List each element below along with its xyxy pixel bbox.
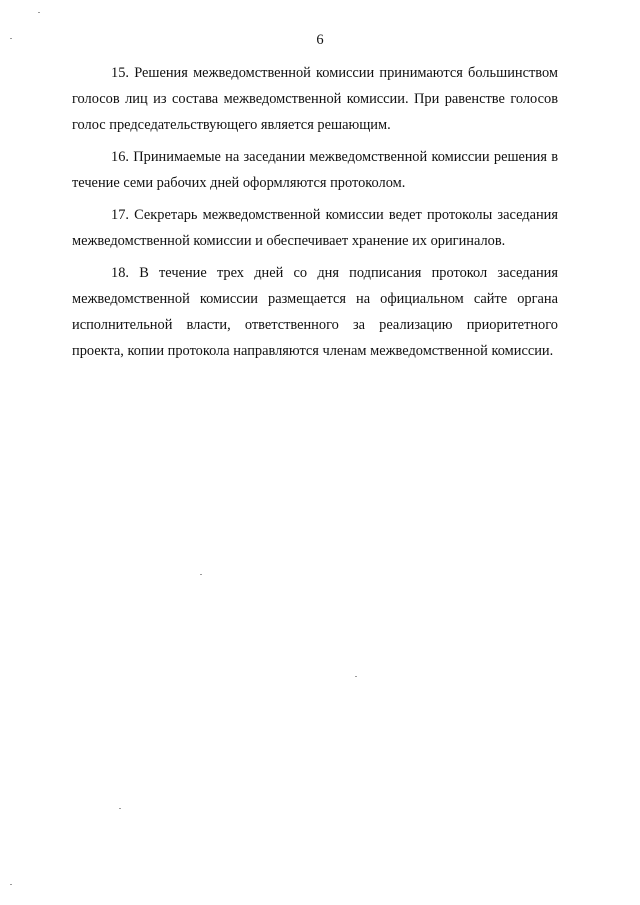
scan-speck (10, 38, 12, 39)
paragraph-16: 16. Принимаемые на заседании межведомственной комиссии решения в течение семи рабочих дней оформляются протоколом. (72, 149, 558, 191)
page-number: 6 (316, 32, 324, 48)
scan-speck (10, 884, 12, 885)
document-body (72, 60, 558, 370)
scan-speck (119, 808, 121, 809)
paragraph-15: 15. Решения межведомственной комиссии принимаются большинством голосов лиц из состава межведомственной комиссии. При равенстве голосов голос председательствующего является решающим. (72, 65, 558, 133)
paragraph-18: 18. В течение трех дней со дня подписания протокол заседания межведомственной комиссии размещается на официальном сайте органа исполнительной власти, ответственного за реализацию приоритетного проекта, копии протокола направляются членам межведомственной комиссии. (72, 265, 558, 359)
scan-speck (38, 12, 40, 13)
scan-speck (200, 574, 202, 575)
scan-speck (355, 676, 357, 677)
paragraph-17: 17. Секретарь межведомственной комиссии ведет протоколы заседания межведомственной комиссии и обеспечивает хранение их оригиналов. (72, 207, 558, 249)
